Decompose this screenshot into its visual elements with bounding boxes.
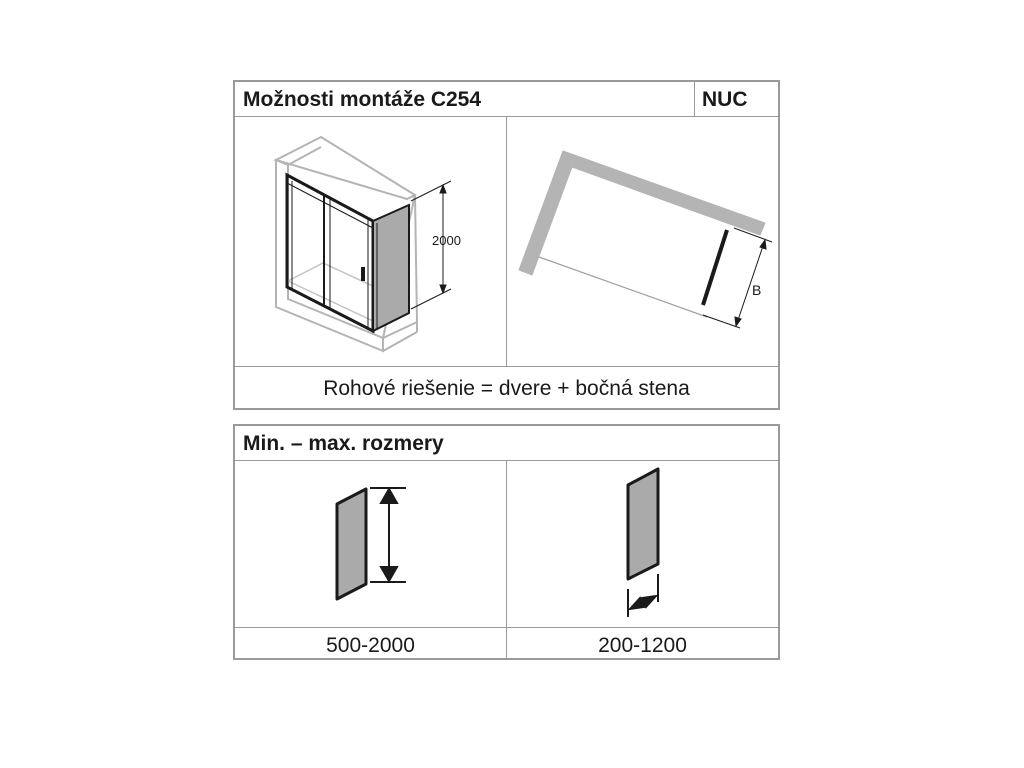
side-panel-plan [703, 230, 727, 305]
dimensions-title: Min. – max. rozmery [243, 432, 444, 455]
height-dimension-label: 2000 [432, 233, 461, 248]
width-arrow-icon [628, 574, 658, 617]
width-range-illustration [507, 461, 779, 627]
height-range-value: 500-2000 [326, 634, 415, 657]
corner-solution-caption: Rohové riešenie = dvere + bočná stena [323, 377, 690, 400]
corner-shower-plan-view [507, 117, 779, 365]
top-caption-divider [235, 366, 778, 367]
sliding-door [287, 175, 373, 331]
width-range-value: 200-1200 [598, 634, 687, 657]
corner-wall-plan [519, 151, 765, 275]
model-code: NUC [702, 88, 748, 111]
panel-icon [337, 489, 366, 599]
corner-shower-isometric-illustration [235, 117, 507, 365]
height-range-illustration [236, 461, 506, 627]
bottom-caption-divider [235, 627, 778, 628]
mounting-options-title: Možnosti montáže C254 [243, 88, 482, 111]
floor-edge-line [539, 257, 707, 317]
panel-icon [628, 469, 658, 579]
top-code-divider [694, 82, 695, 116]
height-arrow-icon [370, 488, 406, 582]
width-dimension-label: B [752, 282, 762, 298]
side-wall-panel [373, 205, 409, 331]
door-handle-icon [361, 267, 365, 281]
